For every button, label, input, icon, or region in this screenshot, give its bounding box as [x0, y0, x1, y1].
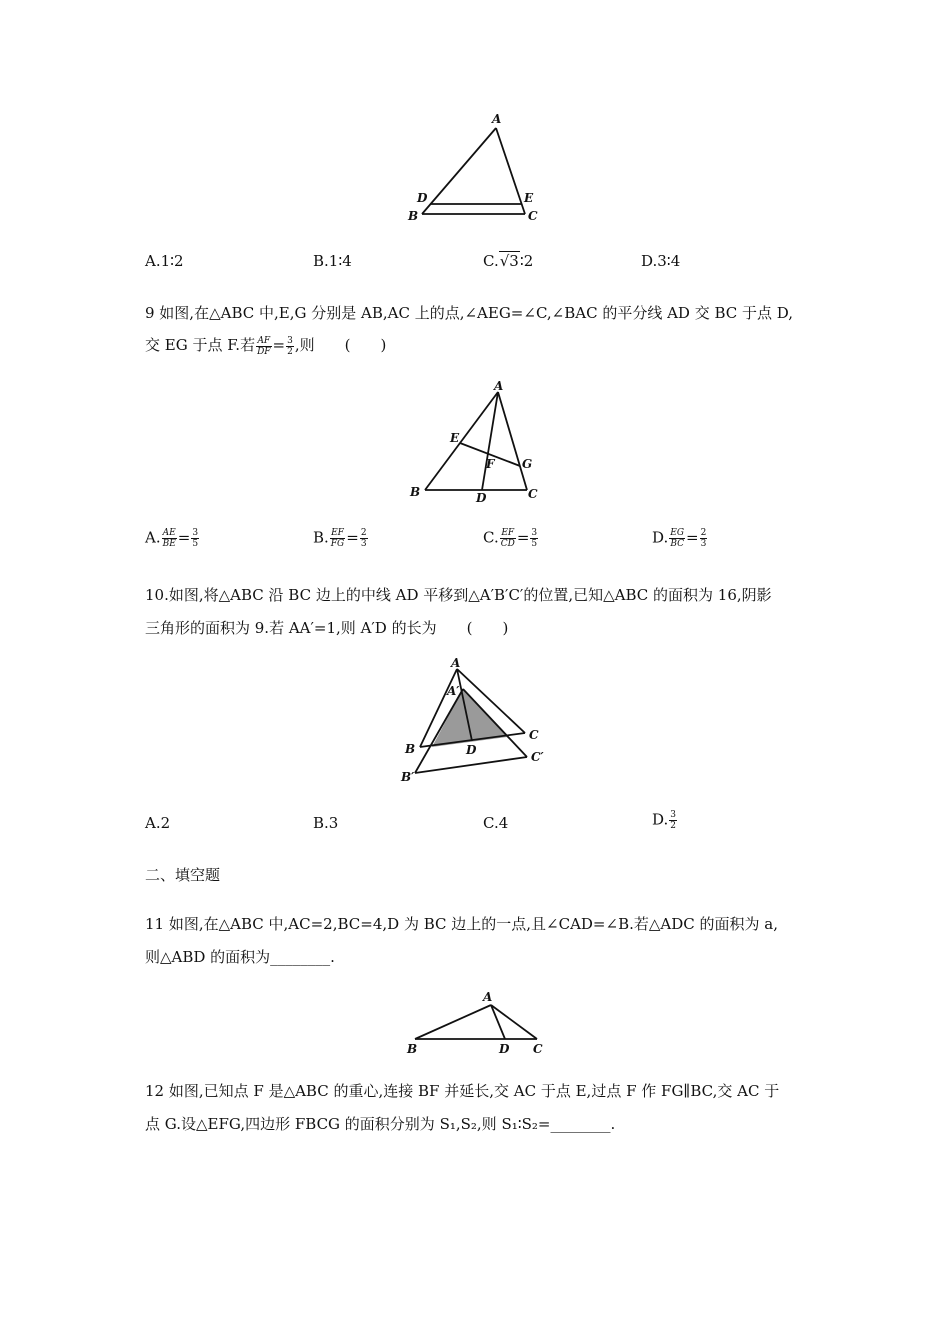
- q9-option-d[interactable]: D. $\frac{EG}{BC}$ = $\frac{2}{3}$: [652, 528, 707, 549]
- label-E: E: [450, 431, 460, 445]
- label-A: A: [494, 379, 504, 393]
- label-C: C: [528, 487, 538, 501]
- label-G: G: [522, 457, 533, 471]
- q9-option-a[interactable]: A. $\frac{AE}{BE}$ = $\frac{3}{5}$: [145, 528, 199, 549]
- figure-q8: [400, 108, 550, 228]
- label-B: B: [407, 1042, 418, 1056]
- figure-q10: [395, 655, 565, 790]
- q9-line-2: 交 EG 于点 F.若 $\frac{AF}{DF}$ = $\frac{3}{2}$ ,则 ( ): [145, 335, 387, 357]
- label-D: D: [476, 491, 487, 505]
- q10-line-2: 三角形的面积为 9.若 AA′=1,则 A′D 的长为 ( ): [145, 619, 509, 637]
- q10-line-1: 10.如图,将△ABC 沿 BC 边上的中线 AD 平移到△A′B′C′的位置,已知△ABC 的面积为 16,阴影: [145, 586, 772, 604]
- label-E: E: [524, 191, 534, 205]
- q8-option-b[interactable]: B.1∶4: [313, 252, 352, 270]
- q11-line-2: 则△ABD 的面积为________.: [145, 948, 335, 966]
- q10-option-c[interactable]: C.4: [483, 814, 509, 832]
- label-C-prime: C′: [531, 750, 544, 764]
- q9-line-1: 9 如图,在△ABC 中,E,G 分别是 AB,AC 上的点,∠AEG=∠C,∠BAC 的平分线 AD 交 BC 于点 D,: [145, 304, 794, 322]
- label-A: A: [451, 656, 461, 670]
- label-C: C: [529, 728, 539, 742]
- label-D: D: [417, 191, 428, 205]
- label-C: C: [533, 1042, 543, 1056]
- q12-line-2: 点 G.设△EFG,四边形 FBCG 的面积分别为 S₁,S₂,则 S₁∶S₂=________.: [145, 1115, 616, 1133]
- label-A: A: [492, 112, 502, 126]
- q9-option-b[interactable]: B. $\frac{EF}{FG}$ = $\frac{2}{3}$: [313, 528, 367, 549]
- q8-option-c[interactable]: C.√3∶2: [483, 252, 534, 270]
- label-A: A: [483, 990, 493, 1004]
- label-F: F: [486, 457, 495, 471]
- figure-q9: [400, 378, 560, 508]
- label-D: D: [466, 743, 477, 757]
- q10-option-a[interactable]: A.2: [145, 814, 171, 832]
- label-B: B: [408, 209, 419, 223]
- figure-q11: [395, 985, 555, 1060]
- label-D: D: [499, 1042, 510, 1056]
- label-B-prime: B′: [401, 770, 415, 784]
- label-B: B: [410, 485, 421, 499]
- q8-option-d[interactable]: D.3∶4: [641, 252, 681, 270]
- q9-option-c[interactable]: C. $\frac{EF}{CD}$ = $\frac{3}{5}$: [483, 528, 538, 549]
- q10-option-d[interactable]: D. $\frac{3}{2}$: [652, 810, 676, 831]
- sqrt-3: √3: [499, 252, 519, 270]
- q10-option-b[interactable]: B.3: [313, 814, 339, 832]
- label-A-prime: A′: [447, 684, 460, 698]
- q9-cond-fraction: $\frac{AF}{DF}$: [257, 335, 271, 357]
- q8-option-a[interactable]: A.1∶2: [145, 252, 184, 270]
- label-C: C: [528, 209, 538, 223]
- q11-line-1: 11 如图,在△ABC 中,AC=2,BC=4,D 为 BC 边上的一点,且∠CAD=∠B.若△ADC 的面积为 a,: [145, 915, 778, 933]
- label-B: B: [405, 742, 416, 756]
- q12-line-1: 12 如图,已知点 F 是△ABC 的重心,连接 BF 并延长,交 AC 于点 E,过点 F 作 FG∥BC,交 AC 于: [145, 1082, 780, 1100]
- section-heading: 二、填空题: [145, 866, 221, 884]
